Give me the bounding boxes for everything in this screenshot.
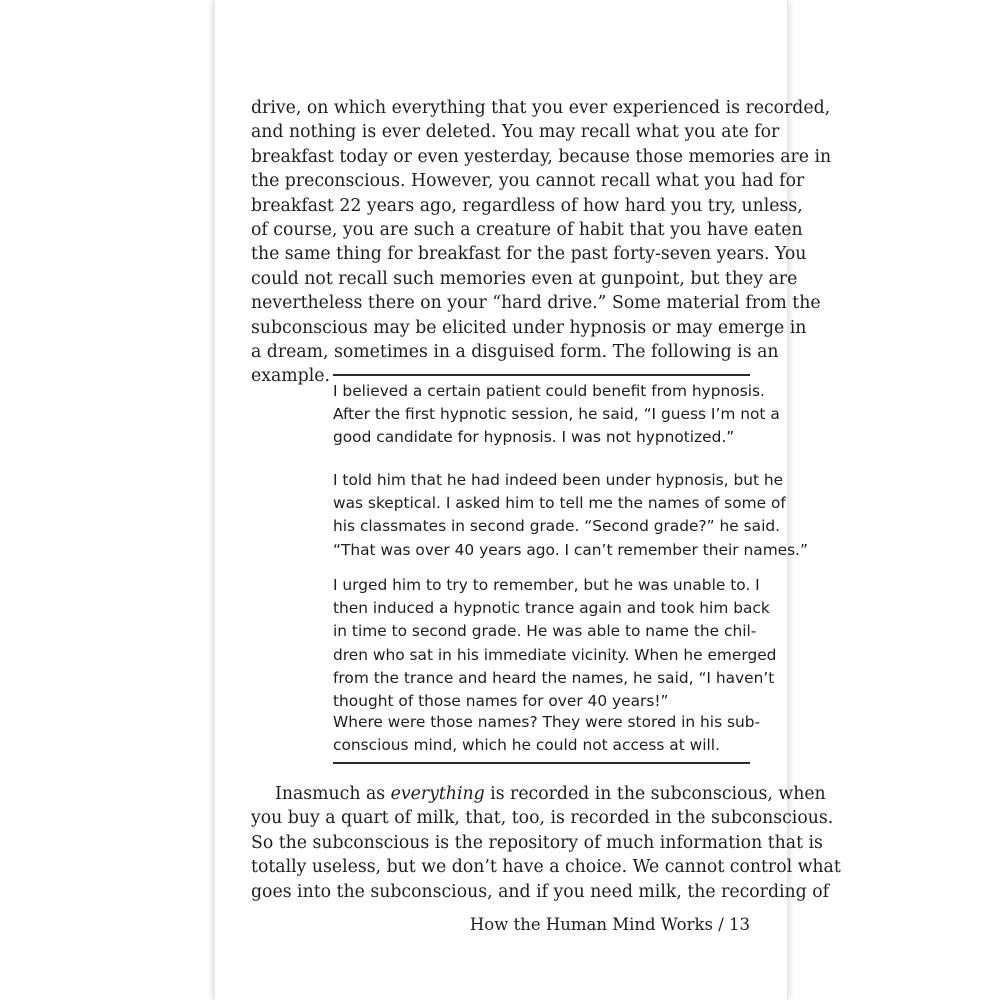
text-line: drive, on which everything that you ever experienced is recorded, bbox=[251, 98, 831, 118]
text-line: could not recall such memories even at gunpoint, but they are bbox=[251, 268, 798, 289]
quote-line: in time to second grade. He was able to name the chil- bbox=[333, 622, 757, 641]
quote-line: dren who sat in his immediate vicinity. When he emerged bbox=[333, 645, 777, 664]
body-paragraph-1 bbox=[251, 96, 832, 389]
quote-line: thought of those names for over 40 years!” bbox=[333, 692, 669, 711]
text-line bbox=[251, 782, 826, 806]
body-paragraph-2 bbox=[251, 782, 841, 904]
quote-line: from the trance and heard the names, he said, “I haven’t bbox=[333, 668, 775, 687]
quote-line: “That was over 40 years ago. I can’t remember their names.” bbox=[333, 540, 809, 559]
quote-line: I believed a certain patient could benefit from hypnosis. bbox=[333, 382, 765, 400]
quote-line: was skeptical. I asked him to tell me the names of some of bbox=[333, 494, 786, 513]
text-line: the same thing for breakfast for the past forty-seven years. You bbox=[251, 244, 807, 265]
quote-paragraph-2 bbox=[333, 469, 809, 562]
text-line: breakfast today or even yesterday, because those memories are in bbox=[251, 146, 832, 167]
quote-line: then induced a hypnotic trance again and took him back bbox=[333, 599, 770, 618]
text-line: breakfast 22 years ago, regardless of how hard you try, unless, bbox=[251, 195, 803, 216]
page-number: 13 bbox=[729, 915, 750, 934]
text-fragment: is recorded in the subconscious, when bbox=[484, 784, 826, 804]
quote-line: I urged him to try to remember, but he was unable to. I bbox=[333, 576, 760, 594]
quote-top-rule bbox=[333, 374, 750, 376]
text-line: the preconscious. However, you cannot recall what you had for bbox=[251, 171, 805, 192]
quote-paragraph-3 bbox=[333, 574, 777, 713]
text-line: example. bbox=[251, 366, 330, 387]
quote-line: conscious mind, which he could not access at will. bbox=[333, 736, 720, 755]
text-line: you buy a quart of milk, that, too, is recorded in the subconscious. bbox=[251, 808, 834, 829]
quote-paragraph-4 bbox=[333, 711, 761, 757]
quote-line: I told him that he had indeed been under hypnosis, but he bbox=[333, 471, 784, 489]
quote-line: good candidate for hypnosis. I was not hypnotized.” bbox=[333, 428, 735, 447]
quote-line: After the first hypnotic session, he said, “I guess I’m not a bbox=[333, 405, 780, 424]
text-line: subconscious may be elicited under hypnosis or may emerge in bbox=[251, 317, 807, 338]
text-line: and nothing is ever deleted. You may recall what you ate for bbox=[251, 122, 780, 143]
footer-separator: / bbox=[718, 915, 729, 934]
text-line: goes into the subconscious, and if you need milk, the recording of bbox=[251, 881, 830, 902]
quote-paragraph-1 bbox=[333, 380, 780, 450]
text-line: nevertheless there on your “hard drive.” Some material from the bbox=[251, 293, 821, 314]
page-footer bbox=[460, 915, 750, 934]
emphasized-word: everything bbox=[390, 784, 485, 804]
quote-line: Where were those names? They were stored in his sub- bbox=[333, 713, 761, 731]
quote-bottom-rule bbox=[333, 762, 750, 764]
quote-line: his classmates in second grade. “Second grade?” he said. bbox=[333, 517, 781, 536]
text-line: totally useless, but we don’t have a choice. We cannot control what bbox=[251, 857, 841, 878]
running-head: How the Human Mind Works bbox=[469, 915, 713, 934]
text-fragment: Inasmuch as bbox=[275, 784, 391, 804]
text-line: of course, you are such a creature of habit that you have eaten bbox=[251, 220, 803, 241]
text-line: a dream, sometimes in a disguised form. The following is an bbox=[251, 342, 779, 363]
text-line: So the subconscious is the repository of much information that is bbox=[251, 832, 823, 853]
